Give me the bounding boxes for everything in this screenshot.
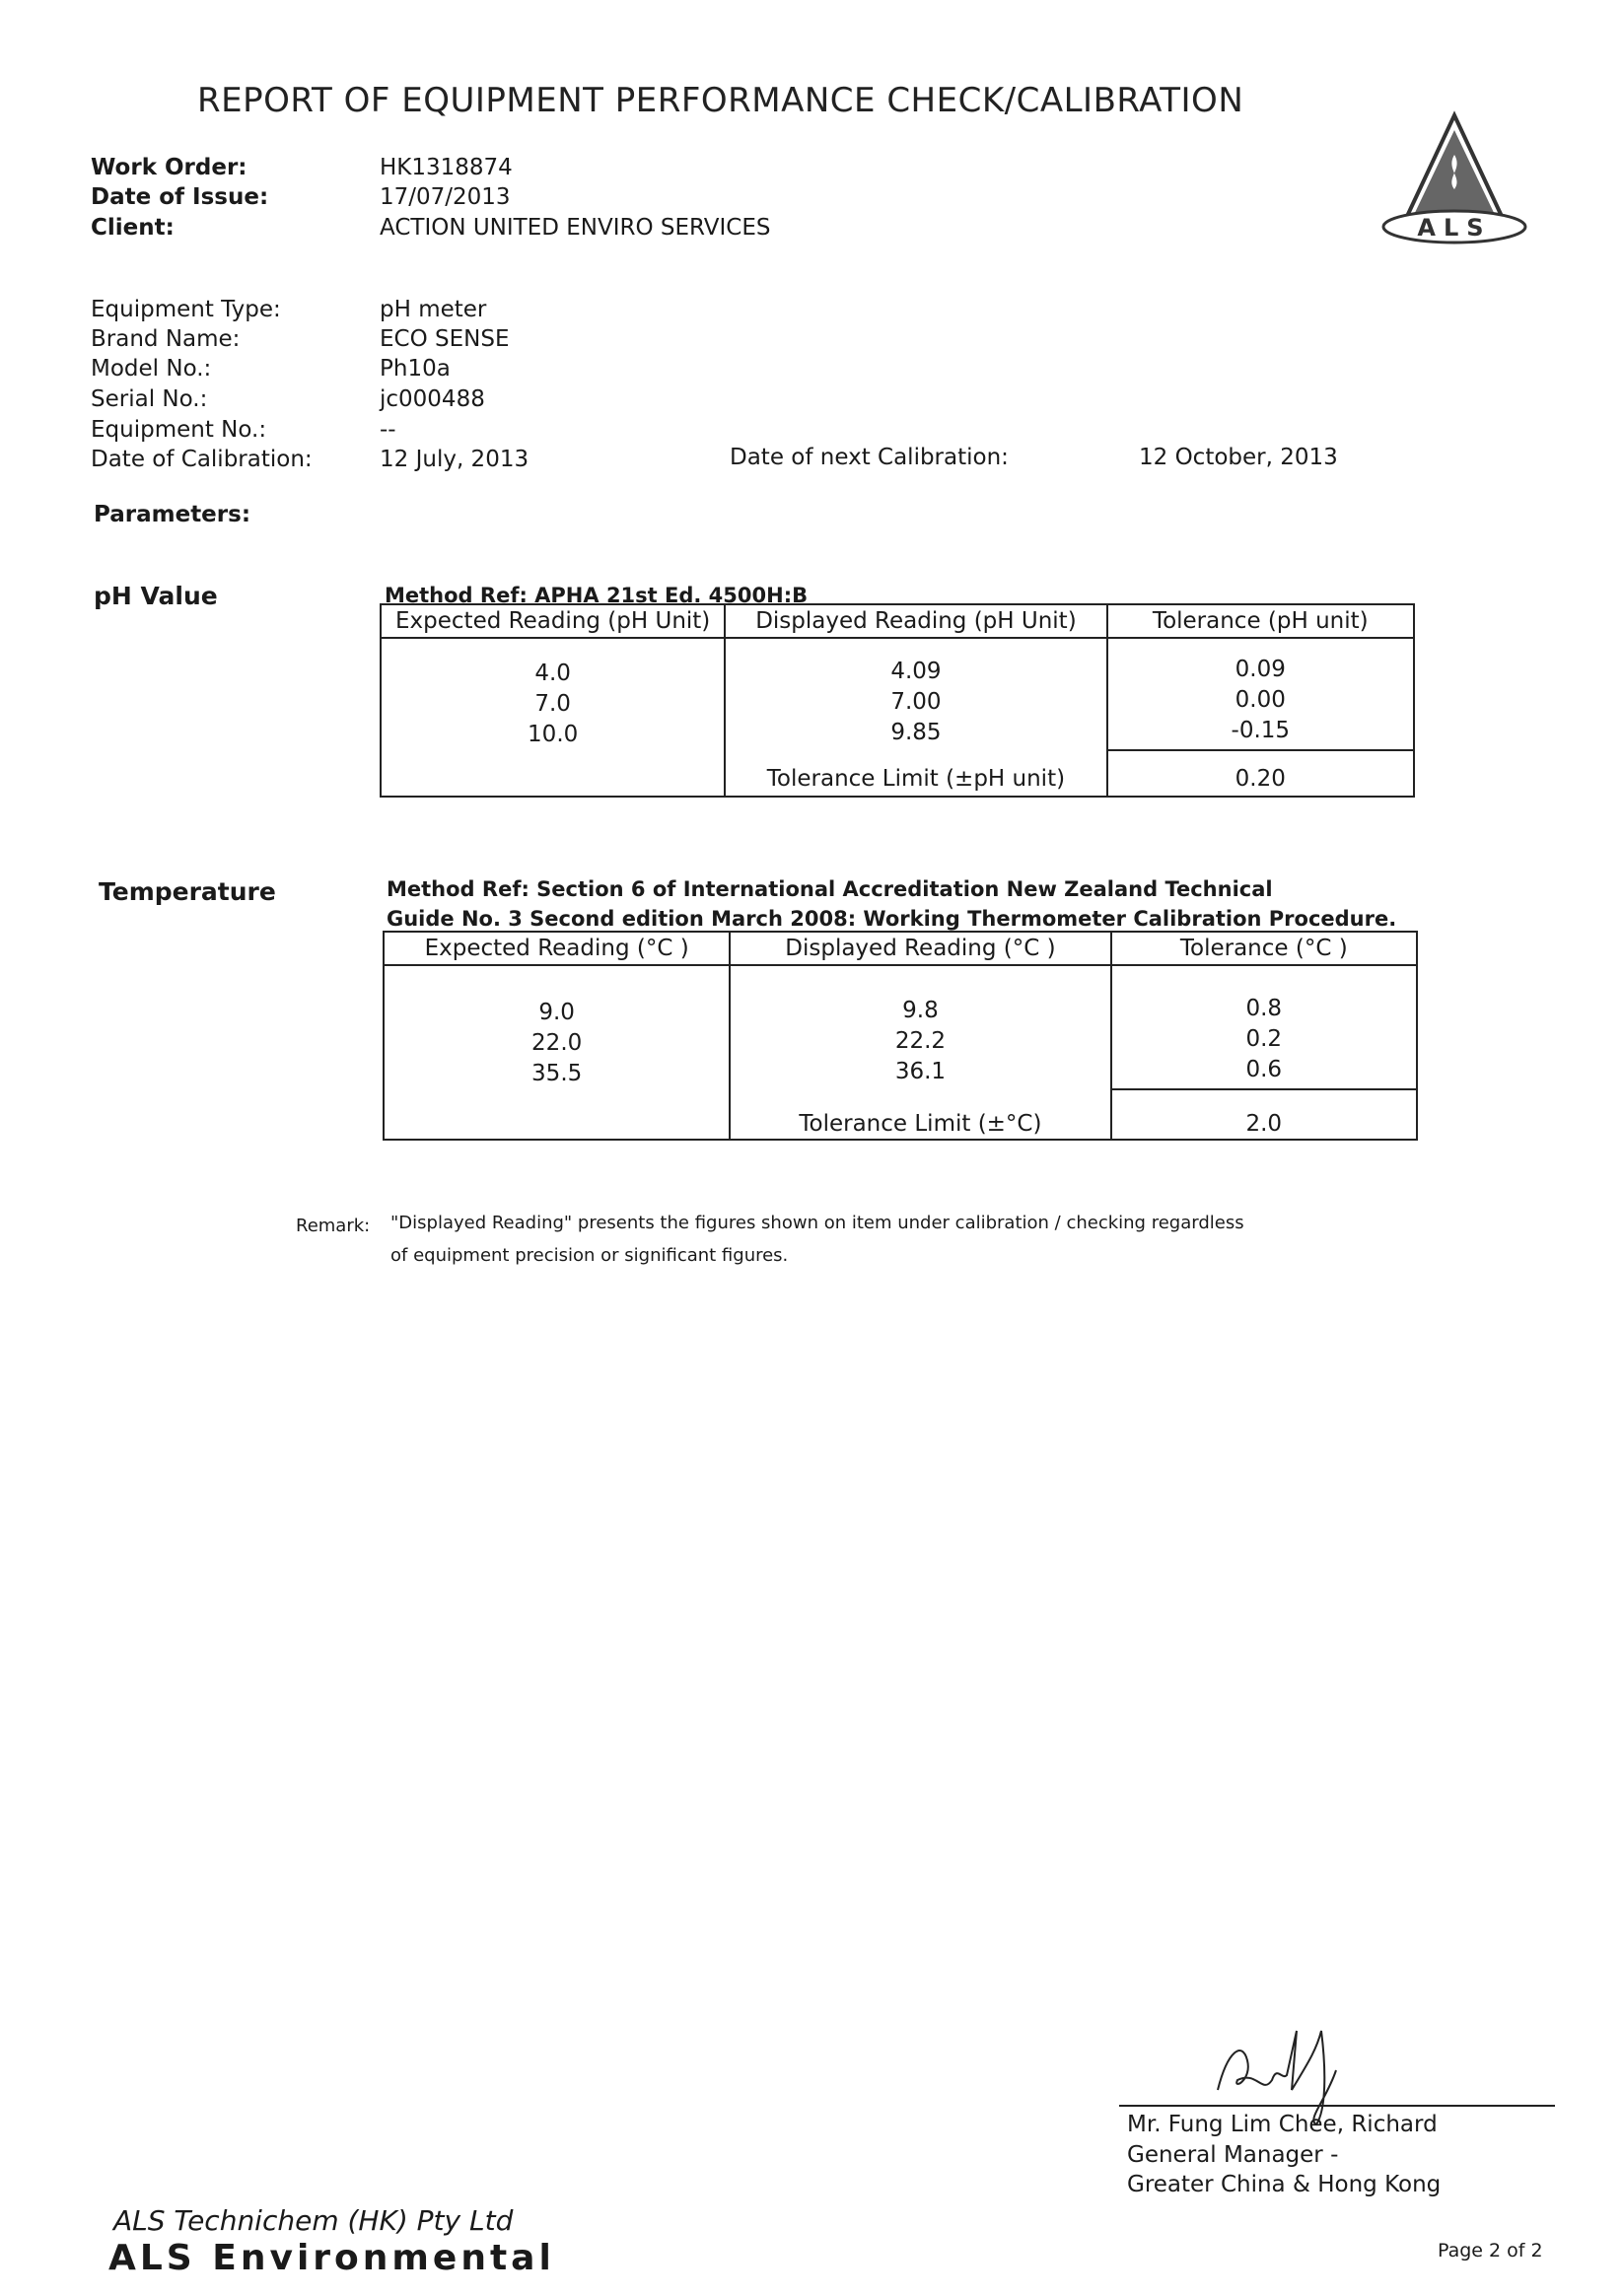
brand-name-label: Brand Name: xyxy=(91,326,241,352)
equipment-type-value: pH meter xyxy=(380,297,487,322)
signature-line xyxy=(1119,2105,1555,2107)
table-cell: 22.0 xyxy=(531,1030,583,1056)
signatory-title: General Manager - xyxy=(1127,2142,1339,2168)
ph-col-tolerance: Tolerance (pH unit) xyxy=(1107,604,1414,638)
temp-method-ref-line2: Guide No. 3 Second edition March 2008: Working Thermometer Calibration Procedure. xyxy=(387,907,1397,931)
temp-col-expected: Expected Reading (°C ) xyxy=(384,932,730,965)
temp-col-tolerance: Tolerance (°C ) xyxy=(1111,932,1417,965)
calibration-date-value: 12 July, 2013 xyxy=(380,447,529,472)
model-no-label: Model No.: xyxy=(91,356,212,382)
next-calibration-label: Date of next Calibration: xyxy=(730,445,1009,470)
table-cell: 22.2 xyxy=(894,1028,947,1054)
ph-displayed-values xyxy=(726,657,1105,748)
table-cell: 4.09 xyxy=(890,659,942,684)
equipment-no-value: -- xyxy=(380,417,396,443)
brand-name-value: ECO SENSE xyxy=(380,326,510,352)
temp-tolerance-limit-value: 2.0 xyxy=(1111,1089,1417,1140)
temp-tolerance-limit-label: Tolerance Limit (±°C) xyxy=(730,1089,1110,1140)
table-cell: 4.0 xyxy=(534,661,571,686)
remark-label: Remark: xyxy=(296,1216,371,1236)
work-order-value: HK1318874 xyxy=(380,155,513,180)
table-cell: 0.09 xyxy=(1235,657,1286,682)
table-cell: 7.0 xyxy=(534,691,571,717)
table-cell: 9.0 xyxy=(538,1000,575,1025)
ph-col-expected: Expected Reading (pH Unit) xyxy=(381,604,725,638)
table-cell: 9.85 xyxy=(890,720,942,745)
ph-col-displayed: Displayed Reading (pH Unit) xyxy=(725,604,1106,638)
serial-no-value: jc000488 xyxy=(380,386,485,412)
ph-expected-values xyxy=(382,659,724,750)
ph-method-ref: Method Ref: APHA 21st Ed. 4500H:B xyxy=(385,584,809,607)
ph-tolerance-limit-value: 0.20 xyxy=(1107,750,1414,797)
date-of-issue-value: 17/07/2013 xyxy=(380,184,511,210)
table-cell: 9.8 xyxy=(902,998,939,1023)
model-no-value: Ph10a xyxy=(380,356,451,382)
temp-tolerance-values xyxy=(1112,994,1416,1085)
page-title: REPORT OF EQUIPMENT PERFORMANCE CHECK/CALIBRATION xyxy=(197,81,1244,120)
temperature-section-label: Temperature xyxy=(99,877,276,906)
logo-text: ALS xyxy=(1417,214,1492,242)
client-value: ACTION UNITED ENVIRO SERVICES xyxy=(380,215,771,241)
temp-method-ref-line1: Method Ref: Section 6 of International Accreditation New Zealand Technical xyxy=(387,877,1273,901)
temp-displayed-values xyxy=(731,996,1109,1087)
temp-expected-values xyxy=(385,998,729,1089)
signatory-name: Mr. Fung Lim Chee, Richard xyxy=(1127,2112,1438,2137)
signatory-region: Greater China & Hong Kong xyxy=(1127,2172,1442,2197)
ph-section-label: pH Value xyxy=(94,582,218,610)
table-cell: 0.8 xyxy=(1245,996,1283,1021)
temp-col-displayed: Displayed Reading (°C ) xyxy=(730,932,1110,965)
ph-tolerance-values xyxy=(1108,655,1413,746)
temperature-table xyxy=(383,931,1418,1141)
table-cell: 0.6 xyxy=(1245,1057,1283,1082)
table-cell: 36.1 xyxy=(894,1059,947,1084)
ph-table xyxy=(380,603,1415,798)
table-cell: 7.00 xyxy=(890,689,942,715)
client-label: Client: xyxy=(91,215,175,241)
equipment-type-label: Equipment Type: xyxy=(91,297,281,322)
ph-tolerance-limit-label: Tolerance Limit (±pH unit) xyxy=(725,750,1106,797)
page-number: Page 2 of 2 xyxy=(1438,2240,1543,2261)
table-cell: -0.15 xyxy=(1231,718,1291,743)
table-cell: 0.00 xyxy=(1235,687,1286,713)
equipment-no-label: Equipment No.: xyxy=(91,417,267,443)
table-cell: 0.2 xyxy=(1245,1026,1283,1052)
serial-no-label: Serial No.: xyxy=(91,386,208,412)
date-of-issue-label: Date of Issue: xyxy=(91,184,269,210)
als-logo xyxy=(1380,110,1528,248)
footer-company: ALS Technichem (HK) Pty Ltd xyxy=(113,2204,514,2237)
remark-line2: of equipment precision or significant figures. xyxy=(390,1245,789,1266)
footer-brand: ALS Environmental xyxy=(108,2238,555,2278)
table-cell: 10.0 xyxy=(528,722,579,747)
next-calibration-value: 12 October, 2013 xyxy=(1139,445,1338,470)
table-cell: 35.5 xyxy=(531,1061,583,1086)
parameters-label: Parameters: xyxy=(94,502,251,527)
remark-line1: "Displayed Reading" presents the figures shown on item under calibration / checking regardless xyxy=(390,1213,1244,1233)
work-order-label: Work Order: xyxy=(91,155,247,180)
calibration-date-label: Date of Calibration: xyxy=(91,447,313,472)
